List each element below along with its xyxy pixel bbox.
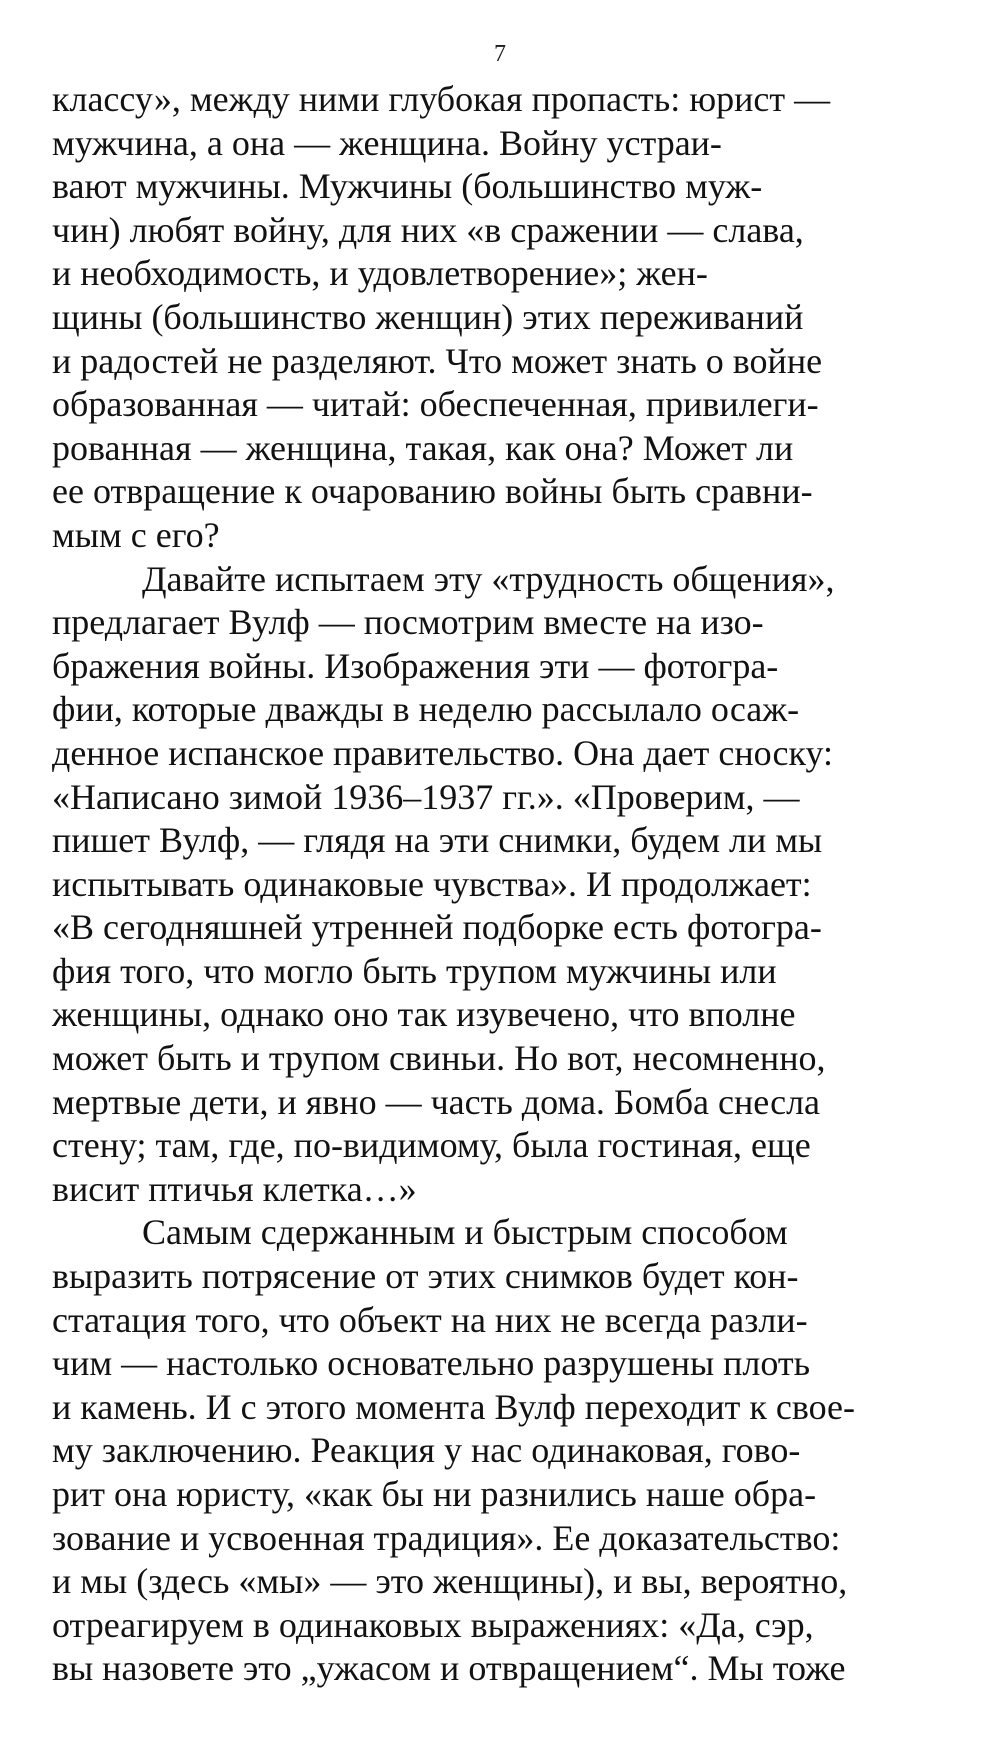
- text-line: статация того, что объект на них не всегда разли-: [52, 1299, 808, 1340]
- text-line: вают мужчины. Мужчины (большинство муж-: [52, 166, 763, 207]
- text-line: и камень. И с этого момента Вулф переходит к свое-: [52, 1386, 855, 1427]
- text-line: фия того, что могло быть трупом мужчины или: [52, 950, 777, 991]
- text-line: «В сегодняшней утренней подборке есть фотогра-: [52, 907, 822, 948]
- text-line: ее отвращение к очарованию войны быть сравни-: [52, 471, 813, 512]
- text-line: и необходимость, и удовлетворение»; жен-: [52, 253, 708, 294]
- text-line: мым с его?: [52, 514, 220, 555]
- text-line: чим — настолько основательно разрушены плоть: [52, 1343, 811, 1384]
- text-line: Самым сдержанным и быстрым способом: [142, 1212, 788, 1253]
- text-line: бражения войны. Изображения эти — фотогра-: [52, 645, 779, 686]
- text-line: классу», между ними глубокая пропасть: юрист —: [52, 79, 831, 119]
- text-line: женщины, однако оно так изувечено, что вполне: [52, 994, 796, 1035]
- text-line: чин) любят войну, для них «в сражении — слава,: [52, 209, 804, 250]
- text-line: стену; там, где, по-видимому, была гостиная, еще: [52, 1125, 811, 1166]
- text-line: отреагируем в одинаковых выражениях: «Да, сэр,: [52, 1604, 814, 1645]
- paragraph-1: [52, 78, 972, 558]
- text-line: зование и усвоенная традиция». Ее доказательство:: [52, 1517, 841, 1558]
- paragraph-3: [52, 1211, 972, 1691]
- text-line: щины (большинство женщин) этих переживаний: [52, 296, 804, 337]
- text-line: мертвые дети, и явно — часть дома. Бомба снесла: [52, 1081, 821, 1122]
- text-line: Давайте испытаем эту «трудность общения»,: [142, 558, 835, 599]
- page-number: 7: [494, 41, 506, 67]
- text-line: предлагает Вулф — посмотрим вместе на изо-: [52, 602, 764, 643]
- text-line: рит она юристу, «как бы ни разнились наше обра-: [52, 1474, 817, 1514]
- text-line: выразить потрясение от этих снимков будет кон-: [52, 1256, 799, 1297]
- text-line: «Написано зимой 1936–1937 гг.». «Проверим, —: [52, 776, 800, 817]
- text-line: и мы (здесь «мы» — это женщины), и вы, вероятно,: [52, 1561, 848, 1602]
- text-line: денное испанское правительство. Она дает сноску:: [52, 732, 833, 773]
- body-text: [52, 78, 972, 1691]
- text-line: рованная — женщина, такая, как она? Может ли: [52, 427, 794, 468]
- text-line: висит птичья клетка…»: [52, 1168, 417, 1209]
- text-line: и радостей не разделяют. Что может знать о войне: [52, 340, 823, 381]
- text-line: фии, которые дважды в неделю рассылало осаж-: [52, 689, 800, 730]
- text-line: образованная — читай: обеспеченная, привилеги-: [52, 384, 819, 425]
- text-line: может быть и трупом свиньи. Но вот, несомненно,: [52, 1038, 826, 1079]
- text-line: вы назовете это „ужасом и отвращением“. Мы тоже: [52, 1648, 846, 1689]
- text-line: му заключению. Реакция у нас одинаковая, гово-: [52, 1430, 801, 1471]
- text-line: испытывать одинаковые чувства». И продолжает:: [52, 863, 812, 904]
- text-line: мужчина, а она — женщина. Войну устраи-: [52, 122, 722, 163]
- paragraph-2: [52, 558, 972, 1212]
- text-line: пишет Вулф, — глядя на эти снимки, будем ли мы: [52, 820, 823, 861]
